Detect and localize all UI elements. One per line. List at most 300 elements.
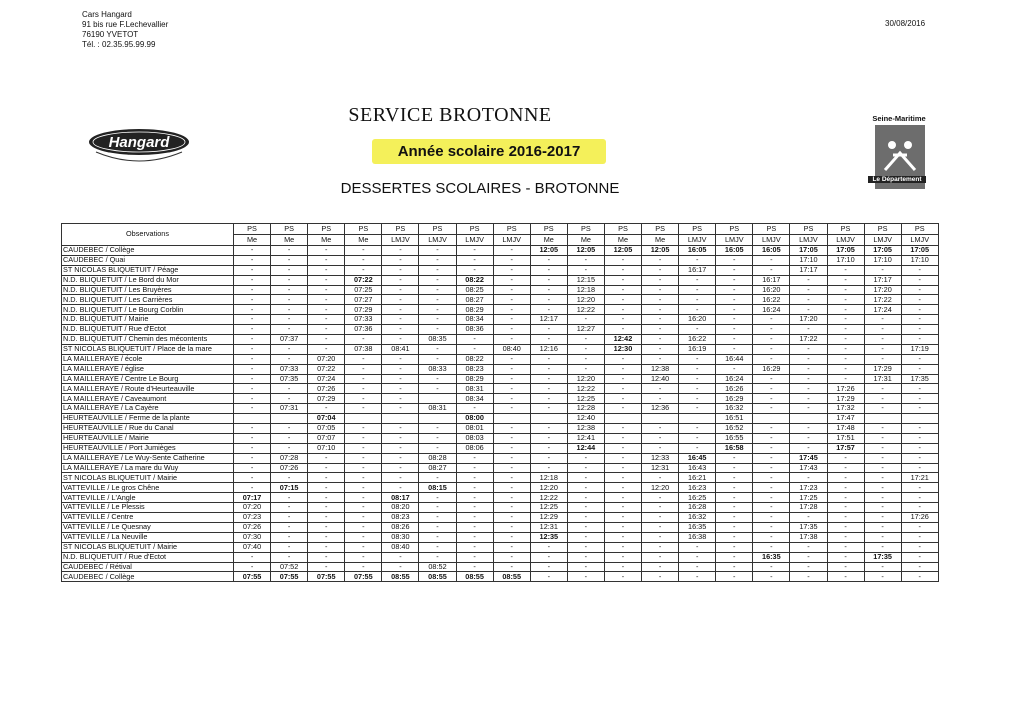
time-cell: - <box>753 325 790 335</box>
time-cell: - <box>642 315 679 325</box>
time-cell: - <box>345 374 382 384</box>
time-cell: - <box>567 463 604 473</box>
time-cell: - <box>271 275 308 285</box>
time-cell: - <box>271 552 308 562</box>
time-cell: - <box>604 463 641 473</box>
time-cell: - <box>493 522 530 532</box>
time-cell: - <box>901 295 938 305</box>
time-cell: - <box>234 552 271 562</box>
time-cell: - <box>419 433 456 443</box>
time-cell: - <box>419 473 456 483</box>
page-title: SERVICE BROTONNE <box>348 104 552 126</box>
time-cell: - <box>308 404 345 414</box>
time-cell: - <box>567 354 604 364</box>
time-cell: 07:22 <box>308 364 345 374</box>
time-cell: - <box>901 265 938 275</box>
time-cell: 07:26 <box>271 463 308 473</box>
time-cell: - <box>642 473 679 483</box>
time-cell: - <box>567 503 604 513</box>
time-cell: - <box>493 295 530 305</box>
time-cell: - <box>530 305 567 315</box>
time-cell: - <box>679 295 716 305</box>
time-cell: - <box>753 483 790 493</box>
time-cell: - <box>864 315 901 325</box>
time-cell: - <box>493 354 530 364</box>
time-cell: - <box>530 295 567 305</box>
time-cell: - <box>864 424 901 434</box>
time-cell: - <box>753 404 790 414</box>
column-days-header: LMJV <box>753 235 790 246</box>
time-cell: - <box>493 285 530 295</box>
time-cell: - <box>493 325 530 335</box>
time-cell: 12:41 <box>567 433 604 443</box>
stop-name: N.D. BLIQUETUIT / Mairie <box>62 315 234 325</box>
time-cell: - <box>382 384 419 394</box>
stop-name: ST NICOLAS BLIQUETUIT / Mairie <box>62 473 234 483</box>
time-cell: - <box>679 552 716 562</box>
time-cell: - <box>345 542 382 552</box>
time-cell: - <box>604 532 641 542</box>
time-cell: 08:36 <box>456 325 493 335</box>
time-cell: 08:25 <box>456 285 493 295</box>
time-cell: 17:47 <box>827 414 864 424</box>
stop-name: N.D. BLIQUETUIT / Les Carrières <box>62 295 234 305</box>
time-cell: - <box>345 443 382 453</box>
time-cell: 12:44 <box>567 443 604 453</box>
time-cell: - <box>716 522 753 532</box>
company-name: Cars Hangard <box>82 10 132 19</box>
time-cell: 07:05 <box>308 424 345 434</box>
time-cell: - <box>308 315 345 325</box>
company-phone: Tél. : 02.35.95.99.99 <box>82 40 156 49</box>
time-cell: - <box>901 443 938 453</box>
time-cell: - <box>753 374 790 384</box>
time-cell: - <box>419 354 456 364</box>
time-cell: - <box>604 443 641 453</box>
time-cell: - <box>567 513 604 523</box>
time-cell: - <box>456 493 493 503</box>
time-cell: 12:20 <box>567 374 604 384</box>
table-row <box>62 325 939 335</box>
time-cell: - <box>382 246 419 256</box>
time-cell: - <box>345 532 382 542</box>
time-cell: 07:33 <box>345 315 382 325</box>
time-cell: 16:55 <box>716 433 753 443</box>
time-cell: - <box>716 513 753 523</box>
table-row <box>62 513 939 523</box>
time-cell: - <box>753 315 790 325</box>
time-cell: - <box>308 463 345 473</box>
time-cell: 08:55 <box>493 572 530 582</box>
page-subtitle: DESSERTES SCOLAIRES - BROTONNE <box>340 180 620 197</box>
time-cell: - <box>790 424 827 434</box>
time-cell: 12:22 <box>567 384 604 394</box>
column-days-header: LMJV <box>419 235 456 246</box>
time-cell: - <box>382 453 419 463</box>
time-cell: 07:04 <box>308 414 345 424</box>
time-cell: 12:35 <box>530 532 567 542</box>
time-cell: - <box>493 384 530 394</box>
time-cell: - <box>308 453 345 463</box>
time-cell: - <box>530 354 567 364</box>
time-cell: - <box>604 255 641 265</box>
column-type-header: PS <box>419 224 456 235</box>
time-cell: - <box>901 463 938 473</box>
time-cell: - <box>308 335 345 345</box>
time-cell: - <box>493 265 530 275</box>
time-cell: - <box>308 255 345 265</box>
time-cell: 17:17 <box>790 265 827 275</box>
stop-name: LA MAILLERAYE / La Cayère <box>62 404 234 414</box>
table-row <box>62 503 939 513</box>
time-cell: - <box>271 473 308 483</box>
time-cell: 17:10 <box>864 255 901 265</box>
time-cell: - <box>679 394 716 404</box>
time-cell: - <box>604 433 641 443</box>
company-street: 91 bis rue F.Lechevallier <box>82 20 169 29</box>
time-cell: - <box>679 384 716 394</box>
time-cell: 08:26 <box>382 522 419 532</box>
time-cell: - <box>419 315 456 325</box>
time-cell: 08:17 <box>382 493 419 503</box>
time-cell: - <box>827 344 864 354</box>
time-cell: - <box>456 463 493 473</box>
time-cell: - <box>234 394 271 404</box>
time-cell: - <box>567 335 604 345</box>
time-cell: 12:40 <box>642 374 679 384</box>
time-cell: 16:20 <box>753 285 790 295</box>
time-cell: - <box>753 344 790 354</box>
time-cell: 07:30 <box>234 532 271 542</box>
time-cell: - <box>456 522 493 532</box>
table-row <box>62 453 939 463</box>
time-cell: 16:17 <box>679 265 716 275</box>
column-days-header: Me <box>308 235 345 246</box>
time-cell: - <box>679 404 716 414</box>
stop-name: CAUDEBEC / Quai <box>62 255 234 265</box>
time-cell: - <box>493 513 530 523</box>
time-cell: - <box>493 473 530 483</box>
time-cell: - <box>382 424 419 434</box>
time-cell: - <box>753 542 790 552</box>
time-cell: - <box>716 335 753 345</box>
time-cell: - <box>530 562 567 572</box>
time-cell: - <box>716 255 753 265</box>
time-cell: - <box>234 463 271 473</box>
time-cell: 12:38 <box>642 364 679 374</box>
time-cell: - <box>716 275 753 285</box>
time-cell: - <box>827 473 864 483</box>
time-cell: - <box>604 364 641 374</box>
time-cell: - <box>234 354 271 364</box>
time-cell: - <box>308 344 345 354</box>
time-cell: 12:20 <box>530 483 567 493</box>
time-cell: - <box>530 384 567 394</box>
time-cell: - <box>901 335 938 345</box>
time-cell: - <box>864 335 901 345</box>
time-cell: 17:10 <box>790 255 827 265</box>
time-cell: 07:38 <box>345 344 382 354</box>
time-cell: - <box>604 473 641 483</box>
time-cell: - <box>790 295 827 305</box>
time-cell: - <box>234 315 271 325</box>
time-cell: 12:28 <box>567 404 604 414</box>
time-cell: - <box>716 493 753 503</box>
time-cell: - <box>642 522 679 532</box>
time-cell: - <box>493 552 530 562</box>
time-cell <box>419 414 456 424</box>
time-cell: - <box>716 325 753 335</box>
time-cell: 12:15 <box>567 275 604 285</box>
time-cell: 07:07 <box>308 433 345 443</box>
time-cell: 08:06 <box>456 443 493 453</box>
time-cell: - <box>642 394 679 404</box>
time-cell: - <box>234 374 271 384</box>
time-cell: - <box>790 394 827 404</box>
stop-name: LA MAILLERAYE / Centre Le Bourg <box>62 374 234 384</box>
time-cell: - <box>864 542 901 552</box>
stop-name: N.D. BLIQUETUIT / Rue d'Ectot <box>62 552 234 562</box>
time-cell: - <box>642 503 679 513</box>
time-cell: 08:30 <box>382 532 419 542</box>
time-cell: 07:52 <box>271 562 308 572</box>
column-days-header: LMJV <box>456 235 493 246</box>
time-cell: 08:40 <box>493 344 530 354</box>
stop-name: VATTEVILLE / Le Plessis <box>62 503 234 513</box>
time-cell: - <box>864 384 901 394</box>
time-cell: 16:51 <box>716 414 753 424</box>
time-cell: - <box>382 315 419 325</box>
column-days-header: LMJV <box>790 235 827 246</box>
time-cell: - <box>827 295 864 305</box>
stop-name: LA MAILLERAYE / Route d'Heurteauville <box>62 384 234 394</box>
stop-name: ST NICOLAS BLIQUETUIT / Mairie <box>62 542 234 552</box>
time-cell: - <box>827 275 864 285</box>
time-cell: - <box>456 404 493 414</box>
time-cell: - <box>382 364 419 374</box>
time-cell: - <box>271 542 308 552</box>
time-cell: 17:20 <box>790 315 827 325</box>
time-cell: - <box>827 315 864 325</box>
time-cell: 07:55 <box>308 572 345 582</box>
time-cell: - <box>642 572 679 582</box>
time-cell: - <box>567 344 604 354</box>
time-cell: 12:25 <box>530 503 567 513</box>
time-cell: - <box>234 285 271 295</box>
school-year-highlight: Année scolaire 2016-2017 <box>372 139 606 164</box>
time-cell: - <box>456 453 493 463</box>
time-cell: - <box>642 285 679 295</box>
time-cell: - <box>456 562 493 572</box>
time-cell: 07:29 <box>345 305 382 315</box>
column-type-header: PS <box>827 224 864 235</box>
time-cell: - <box>530 463 567 473</box>
time-cell: 07:23 <box>234 513 271 523</box>
time-cell: 16:35 <box>753 552 790 562</box>
table-row <box>62 275 939 285</box>
time-cell <box>530 414 567 424</box>
time-cell: - <box>901 493 938 503</box>
time-cell: - <box>419 295 456 305</box>
header-row-type <box>62 224 939 235</box>
time-cell: - <box>753 443 790 453</box>
time-cell: 17:05 <box>790 246 827 256</box>
stop-name: ST NICOLAS BLIQUETUIT / Place de la mare <box>62 344 234 354</box>
column-type-header: PS <box>901 224 938 235</box>
stop-name: LA MAILLERAYE / école <box>62 354 234 364</box>
time-cell: 17:26 <box>827 384 864 394</box>
time-cell: - <box>642 542 679 552</box>
time-cell: 17:45 <box>790 453 827 463</box>
time-cell: 16:26 <box>716 384 753 394</box>
time-cell: 16:35 <box>679 522 716 532</box>
time-cell: - <box>271 315 308 325</box>
time-cell: 16:25 <box>679 493 716 503</box>
column-days-header: LMJV <box>827 235 864 246</box>
time-cell: 12:05 <box>530 246 567 256</box>
time-cell: 12:17 <box>530 315 567 325</box>
time-cell: 17:38 <box>790 532 827 542</box>
time-cell: - <box>345 354 382 364</box>
time-cell: - <box>716 305 753 315</box>
time-cell: - <box>345 453 382 463</box>
table-row <box>62 265 939 275</box>
time-cell: - <box>827 572 864 582</box>
time-cell: - <box>679 285 716 295</box>
time-cell: - <box>604 374 641 384</box>
time-cell <box>271 414 308 424</box>
time-cell: 16:22 <box>753 295 790 305</box>
time-cell: - <box>530 404 567 414</box>
column-type-header: PS <box>716 224 753 235</box>
stop-name: CAUDEBEC / Collège <box>62 572 234 582</box>
time-cell: - <box>234 433 271 443</box>
column-type-header: PS <box>456 224 493 235</box>
time-cell: - <box>271 394 308 404</box>
time-cell: - <box>642 265 679 275</box>
time-cell <box>345 414 382 424</box>
stop-name: ST NICOLAS BLIQUETUIT / Péage <box>62 265 234 275</box>
time-cell: - <box>753 255 790 265</box>
time-cell: - <box>827 463 864 473</box>
time-cell: 12:27 <box>567 325 604 335</box>
time-cell: - <box>345 255 382 265</box>
time-cell: 16:05 <box>679 246 716 256</box>
time-cell: 16:24 <box>716 374 753 384</box>
column-type-header: PS <box>530 224 567 235</box>
time-cell: - <box>864 433 901 443</box>
time-cell: - <box>493 424 530 434</box>
time-cell <box>642 414 679 424</box>
time-cell: - <box>493 394 530 404</box>
time-cell <box>864 414 901 424</box>
time-cell: - <box>604 503 641 513</box>
time-cell: - <box>864 483 901 493</box>
time-cell: - <box>530 364 567 374</box>
time-cell: - <box>308 246 345 256</box>
time-cell: - <box>567 542 604 552</box>
stop-name: N.D. BLIQUETUIT / Les Bruyères <box>62 285 234 295</box>
department-tag: Le Département <box>868 176 926 183</box>
time-cell: - <box>790 572 827 582</box>
time-cell: - <box>827 542 864 552</box>
time-cell: 16:24 <box>753 305 790 315</box>
time-cell: - <box>901 503 938 513</box>
stop-name: LA MAILLERAYE / La mare du Wuy <box>62 463 234 473</box>
stop-name: CAUDEBEC / Collège <box>62 246 234 256</box>
time-cell: - <box>901 453 938 463</box>
time-cell: 17:32 <box>827 404 864 414</box>
time-cell: 16:17 <box>753 275 790 285</box>
time-cell: - <box>901 325 938 335</box>
column-type-header: PS <box>345 224 382 235</box>
time-cell: 12:30 <box>604 344 641 354</box>
time-cell: - <box>790 542 827 552</box>
time-cell: - <box>530 424 567 434</box>
time-cell: 17:20 <box>864 285 901 295</box>
time-cell <box>419 394 456 404</box>
stop-name: VATTEVILLE / Centre <box>62 513 234 523</box>
time-cell: 12:22 <box>567 305 604 315</box>
column-type-header: PS <box>642 224 679 235</box>
time-cell: - <box>901 532 938 542</box>
time-cell: - <box>456 552 493 562</box>
time-cell: - <box>308 295 345 305</box>
column-type-header: PS <box>753 224 790 235</box>
time-cell: - <box>271 513 308 523</box>
time-cell: - <box>901 562 938 572</box>
time-cell: 08:31 <box>456 384 493 394</box>
time-cell: - <box>827 513 864 523</box>
time-cell: - <box>456 542 493 552</box>
time-cell: 08:34 <box>456 315 493 325</box>
time-cell: - <box>679 305 716 315</box>
time-cell: - <box>493 463 530 473</box>
time-cell: - <box>308 285 345 295</box>
table-row <box>62 364 939 374</box>
time-cell: - <box>753 265 790 275</box>
table-row <box>62 246 939 256</box>
time-cell: 07:37 <box>271 335 308 345</box>
time-cell: 12:20 <box>567 295 604 305</box>
time-cell: 08:28 <box>419 453 456 463</box>
time-cell: - <box>345 433 382 443</box>
time-cell <box>753 414 790 424</box>
time-cell: - <box>604 493 641 503</box>
time-cell: - <box>234 473 271 483</box>
time-cell: - <box>753 354 790 364</box>
time-cell: - <box>827 532 864 542</box>
time-cell: - <box>604 552 641 562</box>
time-cell: 08:55 <box>382 572 419 582</box>
time-cell: - <box>308 473 345 483</box>
time-cell: - <box>271 246 308 256</box>
time-cell: - <box>827 453 864 463</box>
time-cell: - <box>567 572 604 582</box>
time-cell: 17:10 <box>901 255 938 265</box>
table-row <box>62 315 939 325</box>
table-row <box>62 473 939 483</box>
time-cell: - <box>530 552 567 562</box>
time-cell: 12:42 <box>604 335 641 345</box>
time-cell: 16:32 <box>716 404 753 414</box>
time-cell: - <box>271 384 308 394</box>
time-cell: - <box>493 374 530 384</box>
time-cell: - <box>827 503 864 513</box>
column-type-header: PS <box>234 224 271 235</box>
time-cell: - <box>382 305 419 315</box>
time-cell: 16:20 <box>679 315 716 325</box>
